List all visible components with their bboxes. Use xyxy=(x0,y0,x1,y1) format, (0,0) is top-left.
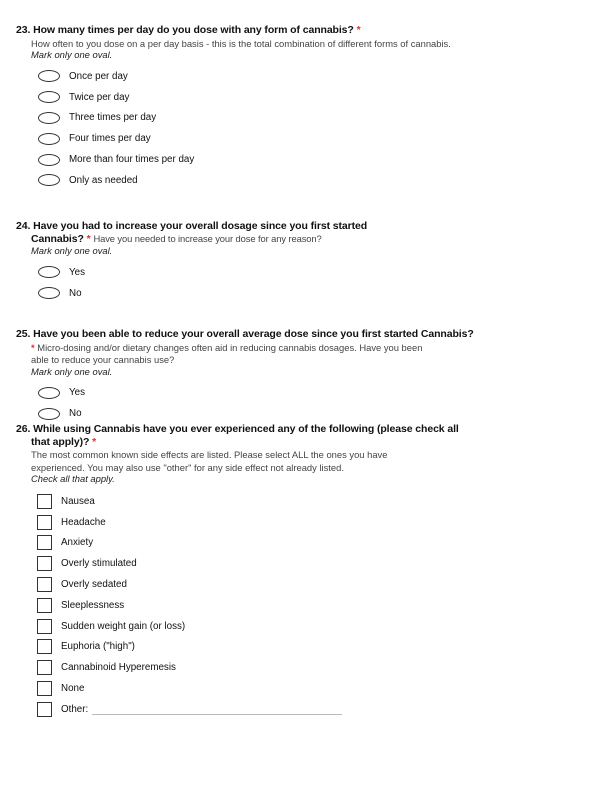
question-description-continued: experienced. You may also use "other" for any side effect not already listed. xyxy=(31,461,344,473)
required-asterisk: * xyxy=(86,232,91,245)
radio-oval[interactable] xyxy=(38,287,60,299)
checkbox-option[interactable] xyxy=(37,637,576,658)
option-label: Overly sedated xyxy=(61,579,127,591)
option-label: None xyxy=(61,683,85,695)
checkbox-option[interactable] xyxy=(37,533,576,554)
option-label: Yes xyxy=(69,266,85,278)
option-label: No xyxy=(69,287,82,299)
required-asterisk: * xyxy=(31,341,35,353)
option-label: Anxiety xyxy=(61,537,94,549)
question-title: 23. How many times per day do you dose with any form of cannabis? * xyxy=(16,24,361,36)
radio-oval[interactable] xyxy=(38,70,60,82)
question-title: 24. Have you had to increase your overall dosage since you first started xyxy=(16,220,368,232)
checkbox-option[interactable] xyxy=(37,574,576,595)
radio-oval[interactable] xyxy=(38,154,60,166)
radio-oval[interactable] xyxy=(38,112,60,124)
option-label: Headache xyxy=(61,516,106,528)
option-label: Other: xyxy=(61,703,89,715)
option-label: More than four times per day xyxy=(69,154,195,166)
question-25 xyxy=(16,328,576,424)
checkbox-option[interactable] xyxy=(37,512,576,533)
option-label: Overly stimulated xyxy=(61,558,137,570)
checkbox[interactable] xyxy=(37,660,52,675)
checkbox[interactable] xyxy=(37,535,52,550)
checkbox-option[interactable] xyxy=(37,657,576,678)
question-description: How often to you dose on a per day basis - this is the total combination of different forms of cannabis. xyxy=(31,37,451,49)
checkbox-option[interactable] xyxy=(37,553,576,574)
checkbox-option[interactable] xyxy=(37,678,576,699)
radio-oval[interactable] xyxy=(38,387,60,399)
radio-option[interactable] xyxy=(38,108,576,129)
radio-option[interactable] xyxy=(38,66,576,87)
option-label: No xyxy=(69,408,82,420)
checkbox[interactable] xyxy=(37,577,52,592)
checkbox[interactable] xyxy=(37,619,52,634)
radio-option[interactable] xyxy=(38,128,576,149)
question-title-continued: Cannabis? xyxy=(31,232,84,245)
other-text-field[interactable] xyxy=(92,704,342,715)
option-label: Euphoria ("high") xyxy=(61,641,135,653)
radio-option[interactable] xyxy=(38,149,576,170)
checkbox[interactable] xyxy=(37,556,52,571)
question-description-continued: able to reduce your cannabis use? xyxy=(31,354,175,365)
option-label: Yes xyxy=(69,387,85,399)
checkbox[interactable] xyxy=(37,639,52,654)
question-title: 25. Have you been able to reduce your overall average dose since you first started Cannabis? xyxy=(16,328,474,340)
radio-group xyxy=(16,262,576,304)
checkbox[interactable] xyxy=(37,598,52,613)
option-label: Once per day xyxy=(69,70,128,82)
checkbox-option-other[interactable] xyxy=(37,699,576,720)
radio-oval[interactable] xyxy=(38,408,60,420)
checkbox[interactable] xyxy=(37,681,52,696)
radio-group xyxy=(16,383,576,425)
question-description: Micro-dosing and/or dietary changes often aid in reducing cannabis dosages. Have you been xyxy=(37,341,423,353)
checkbox[interactable] xyxy=(37,515,52,530)
question-title-continued: that apply)? xyxy=(31,435,90,448)
radio-option[interactable] xyxy=(38,87,576,108)
question-description: Have you needed to increase your dose for any reason? xyxy=(93,232,322,244)
radio-group xyxy=(16,66,576,191)
question-23 xyxy=(16,24,576,191)
question-title: 26. While using Cannabis have you ever experienced any of the following (please check all xyxy=(16,423,459,435)
checkbox-option[interactable] xyxy=(37,595,576,616)
radio-option[interactable] xyxy=(38,403,576,424)
radio-option[interactable] xyxy=(38,262,576,283)
radio-option[interactable] xyxy=(38,283,576,304)
checkbox-option[interactable] xyxy=(37,491,576,512)
question-description: The most common known side effects are listed. Please select ALL the ones you have xyxy=(31,449,388,460)
question-instruction: Mark only one oval. xyxy=(31,49,113,60)
option-label: Nausea xyxy=(61,495,95,507)
question-instruction: Mark only one oval. xyxy=(31,245,113,256)
radio-option[interactable] xyxy=(38,383,576,404)
option-label: Sudden weight gain (or loss) xyxy=(61,620,186,632)
required-asterisk: * xyxy=(92,435,97,448)
question-instruction: Mark only one oval. xyxy=(31,365,113,377)
radio-oval[interactable] xyxy=(38,174,60,186)
question-26 xyxy=(16,423,576,720)
option-label: Cannabinoid Hyperemesis xyxy=(61,662,176,674)
option-label: Sleeplessness xyxy=(61,599,125,611)
checkbox[interactable] xyxy=(37,494,52,509)
radio-oval[interactable] xyxy=(38,133,60,145)
checkbox-option[interactable] xyxy=(37,616,576,637)
radio-oval[interactable] xyxy=(38,266,60,278)
required-asterisk: * xyxy=(356,24,361,36)
option-label: Three times per day xyxy=(69,112,157,124)
radio-option[interactable] xyxy=(38,170,576,191)
option-label: Four times per day xyxy=(69,133,151,145)
checkbox-group xyxy=(16,491,576,720)
radio-oval[interactable] xyxy=(38,91,60,103)
checkbox[interactable] xyxy=(37,702,52,717)
option-label: Only as needed xyxy=(69,174,138,186)
question-instruction: Check all that apply. xyxy=(31,473,115,484)
option-label: Twice per day xyxy=(69,91,130,103)
question-24 xyxy=(16,220,576,304)
